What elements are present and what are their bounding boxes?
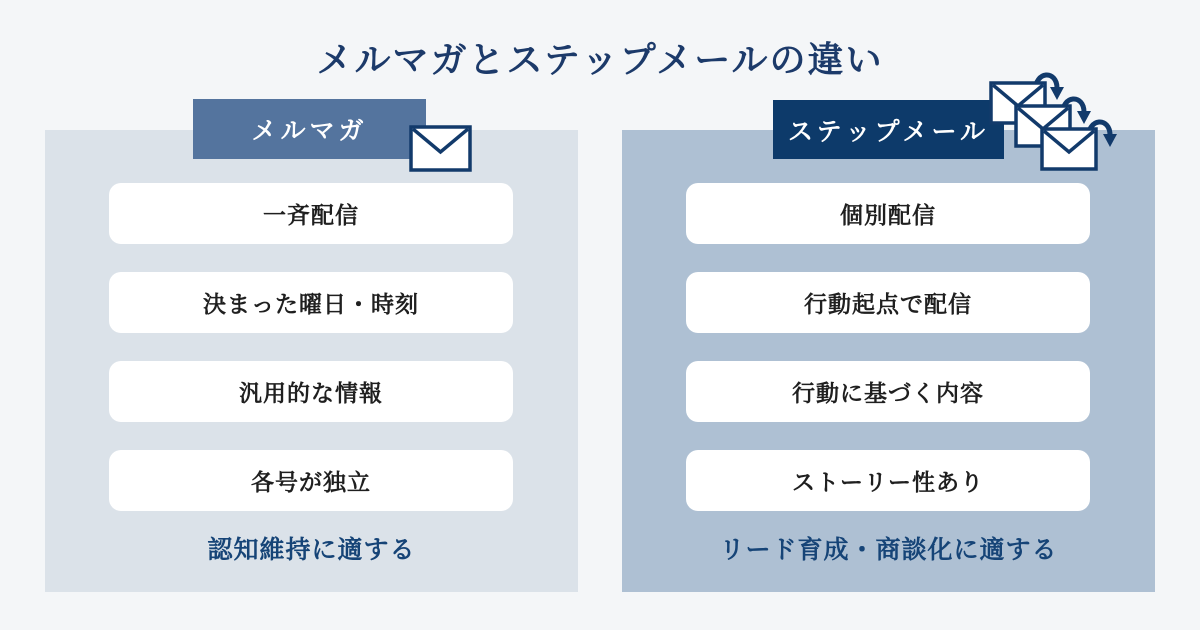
right-feature-card — [686, 450, 1090, 511]
right-feature-card — [686, 183, 1090, 244]
right-feature-label: 行動に基づく内容 — [792, 380, 984, 406]
right-feature-label: ストーリー性あり — [792, 469, 984, 495]
envelope-stack-icon — [983, 64, 1125, 182]
left-feature-card — [109, 272, 513, 333]
left-feature-card — [109, 450, 513, 511]
left-column-header-label: メルマガ — [251, 117, 368, 145]
right-feature-card — [686, 272, 1090, 333]
right-feature-card — [686, 361, 1090, 422]
right-feature-label: 個別配信 — [840, 202, 936, 228]
left-column-panel — [45, 130, 578, 592]
left-column-header — [193, 99, 426, 159]
envelope-icon — [409, 125, 472, 172]
right-column-header-label: ステップメール — [787, 117, 989, 146]
page-title: メルマガとステップメールの違い — [316, 39, 884, 80]
left-feature-card — [109, 361, 513, 422]
left-feature-label: 各号が独立 — [251, 469, 371, 495]
right-column-footer: リード育成・商談化に適する — [719, 536, 1058, 564]
right-feature-label: 行動起点で配信 — [804, 291, 972, 317]
right-column-header — [773, 100, 1004, 159]
right-column-panel — [622, 130, 1155, 592]
left-feature-label: 汎用的な情報 — [239, 380, 383, 406]
left-feature-label: 一斉配信 — [263, 202, 359, 228]
left-feature-label: 決まった曜日・時刻 — [203, 291, 419, 317]
left-column-footer: 認知維持に適する — [207, 536, 416, 564]
left-feature-card — [109, 183, 513, 244]
